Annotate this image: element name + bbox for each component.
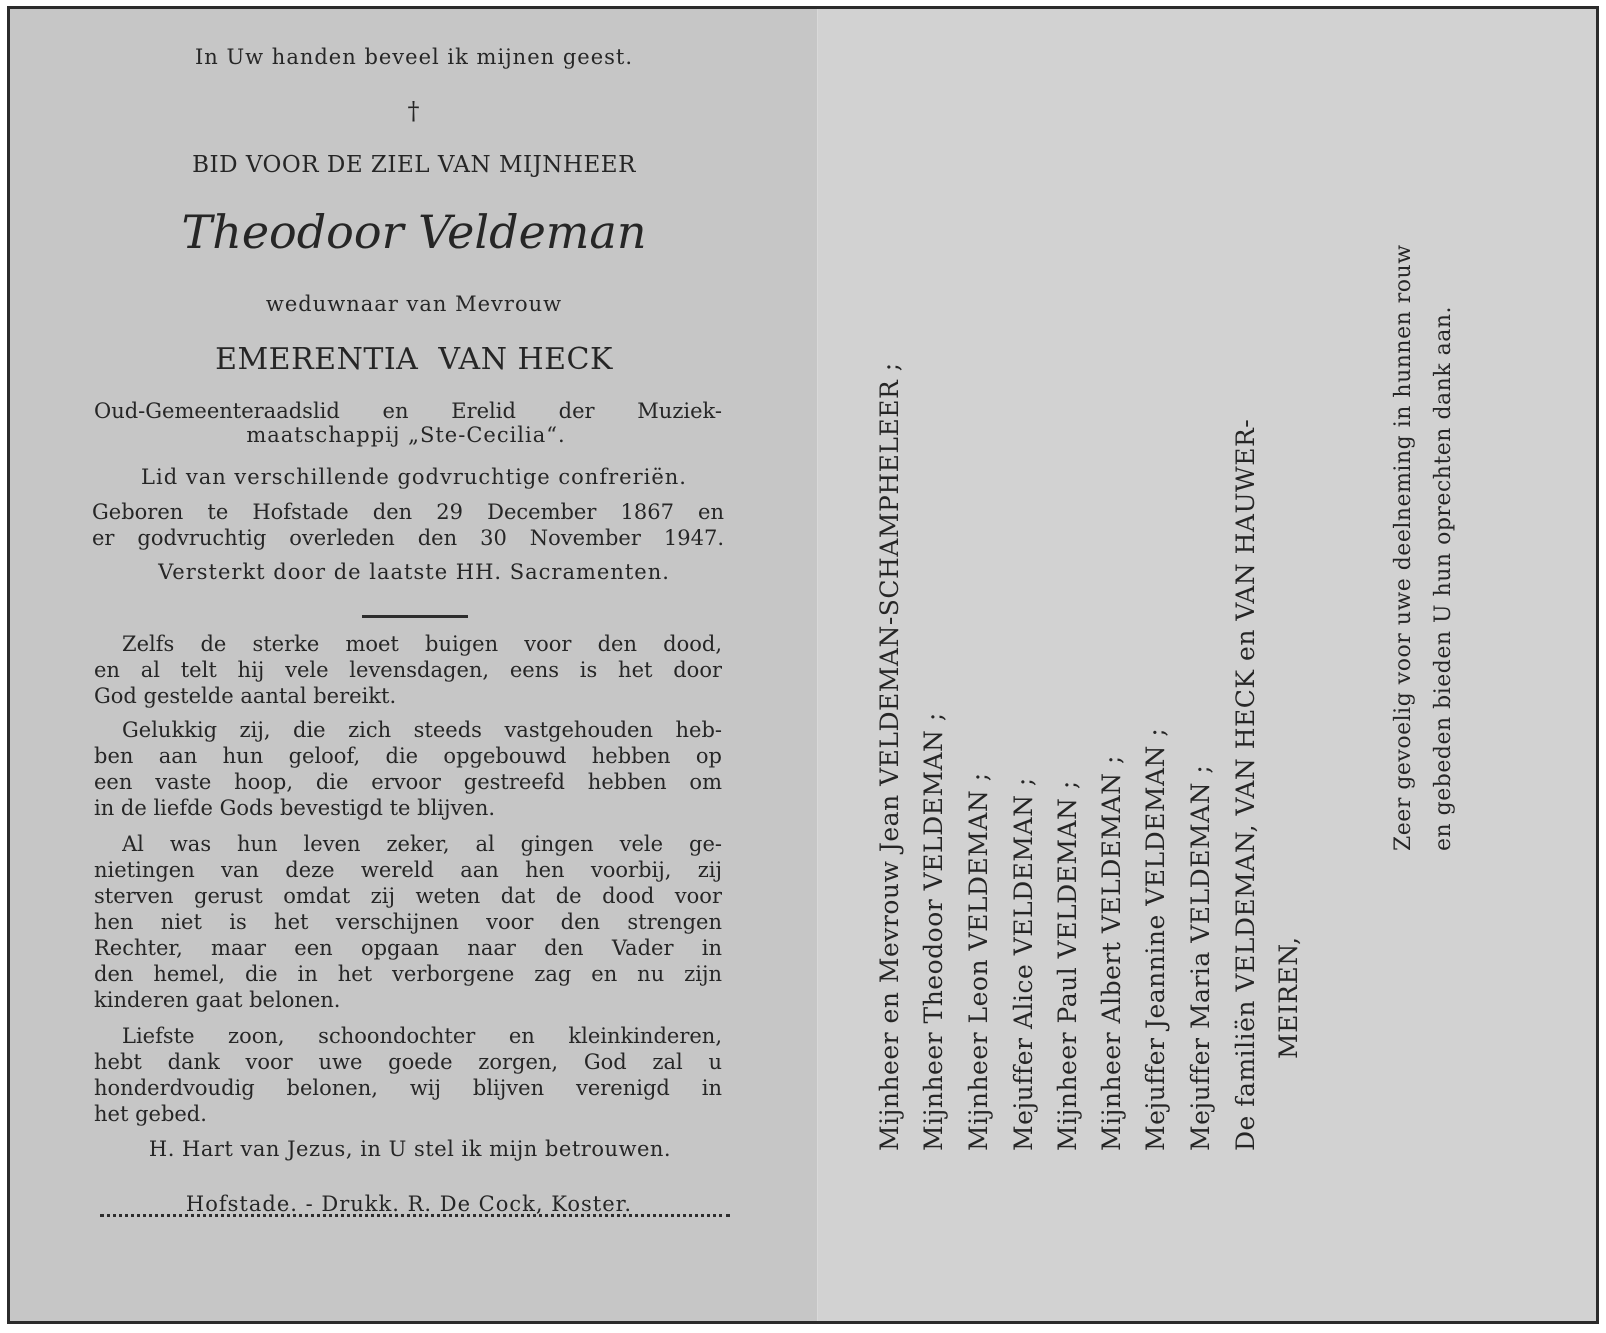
para3-line-5: Rechter, maar een opgaan naar den Vader in <box>94 936 722 960</box>
mourner-line-2: Mijnheer Theodoor VELDEMAN ; <box>919 712 948 1151</box>
prayer-heading: BID VOOR DE ZIEL VAN MIJNHEER <box>192 152 636 178</box>
para3-line-1: Al was hun leven zeker, al gingen vele ge- <box>122 832 722 856</box>
para3-line-3: sterven gerust omdat zij weten dat de dood voor <box>94 884 722 908</box>
died-line: er godvruchtig overleden den 30 November 1947. <box>92 526 724 550</box>
mourner-line-3: Mijnheer Leon VELDEMAN ; <box>964 772 993 1151</box>
left-panel <box>10 9 818 1321</box>
sacraments-line: Versterkt door de laatste HH. Sacramenten. <box>158 560 670 584</box>
para2-line-3: een vaste hoop, die ervoor gestreefd hebben om <box>94 770 722 794</box>
printer-line: Hofstade. - Drukk. R. De Cock, Koster. <box>185 1192 633 1216</box>
para2-line-4: in de liefde Gods bevestigd te blijven. <box>94 796 496 820</box>
para4-line-1: Liefste zoon, schoondochter en kleinkinderen, <box>122 1024 722 1048</box>
mourner-line-10: MEIREN, <box>1274 936 1303 1059</box>
para3-line-4: hen niet is het verschijnen voor den strengen <box>94 910 722 934</box>
spouse-name: EMERENTIA VAN HECK <box>215 342 613 377</box>
para4-line-2: hebt dank voor uwe goede zorgen, God zal u <box>94 1050 722 1074</box>
para1-line-1: Zelfs de sterke moet buigen voor den dood, <box>122 632 722 656</box>
mourner-line-5: Mijnheer Paul VELDEMAN ; <box>1053 780 1082 1151</box>
para1-line-3: God gestelde aantal bereikt. <box>94 684 397 708</box>
para1-line-2: en al telt hij vele levensdagen, eens is het door <box>94 658 722 682</box>
roles-line-1: Oud-Gemeenteraadslid en Erelid der Muziek- <box>94 399 722 423</box>
para3-line-7: kinderen gaat belonen. <box>94 988 341 1012</box>
epigraph: In Uw handen beveel ik mijnen geest. <box>194 45 634 69</box>
mourner-line-8: Mejuffer Maria VELDEMAN ; <box>1186 764 1215 1151</box>
mourner-line-6: Mijnheer Albert VELDEMAN ; <box>1097 755 1126 1151</box>
deceased-name: Theodoor Veldeman <box>181 205 647 259</box>
para2-line-1: Gelukkig zij, die zich steeds vastgehouden heb- <box>122 718 722 742</box>
widower-of: weduwnaar van Mevrouw <box>265 292 563 316</box>
member-line: Lid van verschillende godvruchtige confreriën. <box>141 465 687 489</box>
memorial-card <box>7 6 1599 1324</box>
divider <box>362 615 468 618</box>
right-panel <box>818 9 1599 1321</box>
para3-line-6: den hemel, die in het verborgene zag en nu zijn <box>94 962 722 986</box>
thanks-line-1: Zeer gevoelig voor uwe deelneming in hunnen rouw <box>1391 244 1416 851</box>
cross-icon: † <box>407 97 421 125</box>
mourner-line-7: Mejuffer Jeannine VELDEMAN ; <box>1141 727 1170 1151</box>
thanks-line-2: en gebeden bieden U hun oprechten dank aan. <box>1431 305 1456 851</box>
mourner-line-1: Mijnheer en Mevrouw Jean VELDEMAN-SCHAMPHELEER ; <box>875 362 904 1151</box>
para4-line-3: honderdvoudig belonen, wij blijven verenigd in <box>94 1076 722 1100</box>
para4-line-4: het gebed. <box>94 1102 207 1126</box>
para3-line-2: nietingen van deze wereld aan hen voorbij, zij <box>94 858 722 882</box>
born-line: Geboren te Hofstade den 29 December 1867 en <box>92 500 724 524</box>
mourner-line-4: Mejuffer Alice VELDEMAN ; <box>1009 777 1038 1151</box>
invocation: H. Hart van Jezus, in U stel ik mijn betrouwen. <box>148 1137 672 1161</box>
para2-line-2: ben aan hun geloof, die opgebouwd hebben op <box>94 744 722 768</box>
mourner-line-9: De familiën VELDEMAN, VAN HECK en VAN HAUWER- <box>1231 418 1260 1151</box>
roles-line-2: maatschappij „Ste-Cecilia“. <box>246 423 566 447</box>
